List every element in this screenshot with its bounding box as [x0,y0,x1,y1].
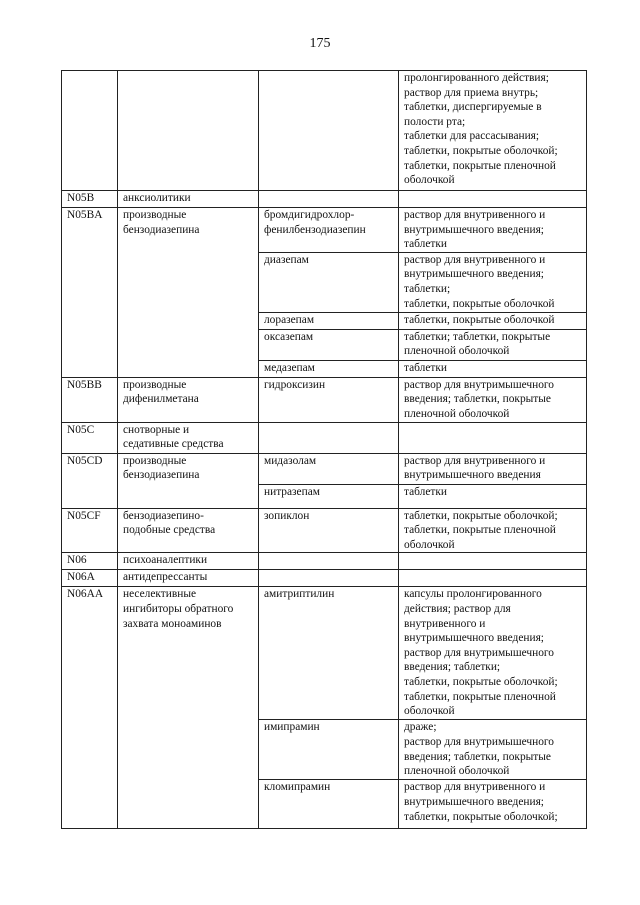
dosage-forms-cell-line: таблетки [404,238,448,251]
table-row [62,453,587,484]
dosage-forms-cell [399,208,587,253]
group-name-cell-line: ингибиторы обратного [123,602,234,615]
group-name-cell [118,208,259,378]
group-name-cell-line: антидепрессанты [123,571,208,584]
group-name-cell-line: дифенилметана [123,393,199,406]
atc-code-cell: N06A [62,570,118,587]
dosage-forms-cell-line: раствор для внутримышечного [404,735,554,748]
drug-name-cell [259,453,399,484]
dosage-forms-cell [399,422,587,453]
dosage-forms-cell-line: раствор для внутривенного и [404,781,546,794]
group-name-cell [118,71,259,191]
drug-name-cell-line: оксазепам [264,330,314,343]
dosage-forms-cell-line: таблетки, покрытые оболочкой [404,297,555,310]
dosage-forms-cell [399,71,587,191]
drug-name-cell [259,484,399,508]
drug-name-cell [259,191,399,208]
group-name-cell-line: подобные средства [123,524,216,537]
drug-name-cell-line: фенилбензодиазепин [264,223,366,236]
dosage-forms-cell-line: внутримышечного введения; [404,268,544,281]
drug-name-cell [259,720,399,780]
group-name-cell-line: производные [123,378,187,391]
table-row [62,508,587,553]
drug-name-cell [259,71,399,191]
group-name-cell [118,453,259,508]
dosage-forms-cell [399,587,587,720]
group-name-cell [118,570,259,587]
group-name-cell-line: производные [123,454,187,467]
group-name-cell [118,377,259,422]
dosage-forms-cell-line: пленочной оболочкой [404,345,510,358]
dosage-forms-cell-line: пленочной оболочкой [404,765,510,778]
group-name-cell-line: снотворные и [123,423,190,436]
dosage-forms-cell-line: раствор для внутримышечного [404,378,554,391]
dosage-forms-cell-line: таблетки, покрытые оболочкой; [404,509,558,522]
dosage-forms-cell-line: раствор для внутривенного и [404,454,546,467]
dosage-forms-cell-line: капсулы пролонгированного [404,588,542,601]
page-number: 175 [309,36,331,51]
dosage-forms-cell-line: раствор для приема внутрь; [404,86,539,99]
dosage-forms-cell-line: таблетки, покрытые оболочкой; [404,675,558,688]
drug-name-cell-line: мидазолам [264,454,317,467]
dosage-forms-cell-line: оболочкой [404,538,455,551]
drug-name-cell [259,780,399,829]
dosage-forms-cell [399,360,587,377]
atc-code-cell [62,71,118,191]
drug-name-cell [259,422,399,453]
table-row [62,208,587,253]
group-name-cell [118,587,259,829]
group-name-cell-line: анксиолитики [123,192,191,204]
atc-code-cell: N05BA [62,208,118,378]
dosage-forms-cell-line: оболочкой [404,174,455,187]
dosage-forms-cell-line: таблетки [404,361,448,374]
dosage-forms-cell [399,780,587,829]
dosage-forms-cell-line: введения; таблетки, покрытые [404,750,551,763]
drug-name-cell [259,312,399,329]
dosage-forms-cell [399,377,587,422]
dosage-forms-cell [399,508,587,553]
dosage-forms-cell-line: таблетки, покрытые пленочной [404,690,556,703]
table-row [62,71,587,191]
group-name-cell-line: неселективные [123,588,197,601]
drug-name-cell-line: зопиклон [264,509,310,522]
atc-code-cell: N05C [62,422,118,453]
dosage-forms-cell-line: оболочкой [404,705,455,718]
drug-name-cell-line: амитриптилин [264,588,335,601]
drug-name-cell-line: диазепам [264,253,309,266]
atc-code-cell: N05B [62,191,118,208]
dosage-forms-cell-line: таблетки, покрытые оболочкой [404,313,555,326]
dosage-forms-cell-line: действия; раствор для [404,602,511,615]
group-name-cell [118,553,259,570]
table-row [62,553,587,570]
table-row [62,570,587,587]
dosage-forms-cell-line: таблетки, покрытые пленочной [404,159,556,172]
dosage-forms-cell-line: внутримышечного введения; [404,223,544,236]
drug-name-cell-line: нитразепам [264,485,320,498]
dosage-forms-cell [399,484,587,508]
dosage-forms-cell-line: таблетки, диспергируемые в [404,101,542,114]
dosage-forms-cell-line: внутримышечного введения; [404,795,544,808]
dosage-forms-cell [399,720,587,780]
table-row [62,191,587,208]
atc-code-cell: N05BB [62,377,118,422]
group-name-cell-line: захвата моноаминов [123,617,222,630]
group-name-cell-line: производные [123,209,187,221]
dosage-forms-cell [399,570,587,587]
drug-classification-table [61,70,587,829]
drug-name-cell-line: бромдигидрохлор- [264,209,355,221]
drug-name-cell [259,570,399,587]
dosage-forms-cell-line: внутримышечного введения; [404,632,544,645]
dosage-forms-cell-line: таблетки, покрытые оболочкой; [404,144,558,157]
dosage-forms-cell-line: раствор для внутривенного и [404,209,546,221]
group-name-cell [118,191,259,208]
table-row [62,587,587,720]
drug-name-cell-line: лоразепам [264,313,315,326]
dosage-forms-cell-line: таблетки; таблетки, покрытые [404,330,551,343]
dosage-forms-cell-line: таблетки, покрытые пленочной [404,524,556,537]
dosage-forms-cell-line: внутримышечного введения [404,469,541,482]
dosage-forms-cell-line: раствор для внутривенного и [404,253,546,266]
group-name-cell-line: бензодиазепина [123,469,200,482]
group-name-cell-line: бензодиазепино- [123,509,204,522]
drug-name-cell [259,252,399,312]
dosage-forms-cell-line: пленочной оболочкой [404,407,510,420]
dosage-forms-cell [399,252,587,312]
dosage-forms-cell-line: таблетки, покрытые оболочкой; [404,810,558,823]
drug-name-cell [259,508,399,553]
atc-code-cell: N06AA [62,587,118,829]
atc-code-cell: N05CD [62,453,118,508]
dosage-forms-cell-line: внутривенного и [404,617,486,630]
table-row [62,377,587,422]
drug-name-cell [259,329,399,360]
group-name-cell-line: психоаналептики [123,554,208,567]
dosage-forms-cell-line: раствор для внутримышечного [404,646,554,659]
dosage-forms-cell-line: драже; [404,721,437,734]
dosage-forms-cell-line: введения; таблетки, покрытые [404,393,551,406]
dosage-forms-cell-line: пролонгированного действия; [404,72,549,84]
dosage-forms-cell [399,453,587,484]
drug-name-cell-line: гидроксизин [264,378,326,391]
drug-name-cell [259,377,399,422]
dosage-forms-cell [399,191,587,208]
drug-name-cell-line: кломипрамин [264,781,331,794]
dosage-forms-cell-line: введения; таблетки; [404,661,501,674]
table-row [62,422,587,453]
drug-name-cell [259,587,399,720]
group-name-cell-line: бензодиазепина [123,223,200,236]
dosage-forms-cell-line: таблетки [404,485,448,498]
drug-name-cell [259,553,399,570]
dosage-forms-cell-line: таблетки; [404,282,451,295]
dosage-forms-cell [399,553,587,570]
drug-name-cell [259,208,399,253]
group-name-cell-line: седативные средства [123,438,224,451]
drug-name-cell-line: медазепам [264,361,315,374]
atc-code-cell: N05CF [62,508,118,553]
drug-name-cell [259,360,399,377]
atc-code-cell: N06 [62,553,118,570]
drug-name-cell-line: имипрамин [264,721,320,734]
group-name-cell [118,422,259,453]
dosage-forms-cell-line: таблетки для рассасывания; [404,130,540,143]
group-name-cell [118,508,259,553]
dosage-forms-cell [399,329,587,360]
dosage-forms-cell-line: полости рта; [404,115,466,128]
dosage-forms-cell [399,312,587,329]
